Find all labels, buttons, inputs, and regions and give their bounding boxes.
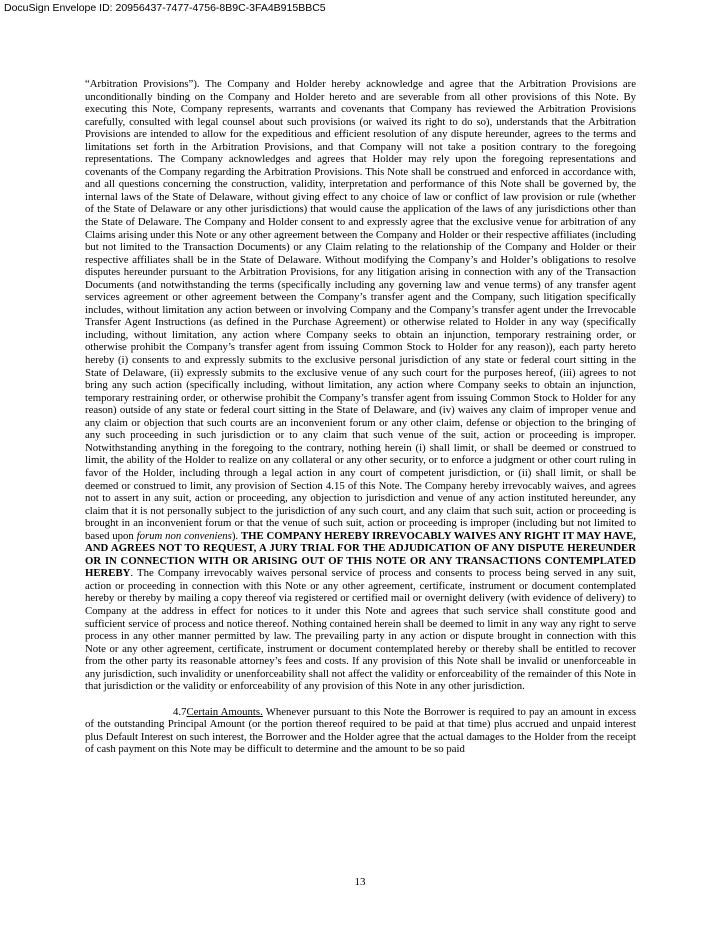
- section-number: 4.7: [173, 705, 187, 718]
- paragraph-text: “Arbitration Provisions”). The Company and Holder hereby acknowledge and agree that the Arbitration Provisions are unconditionally binding on the Company and Holder hereto and are severable from all other provisions of this Note. By executing this Note, Company represents, warrants and covenants that Company has reviewed the Arbitration Provisions carefully, consulted with legal counsel about such provisions (or waived its right to do so), understands that the Arbitration Provisions are intended to allow for the expeditious and efficient resolution of any dispute hereunder, agrees to the terms and limitations set forth in the Arbitration Provisions, and that Company will not take a position contrary to the foregoing representations. The Company acknowledges and agrees that Holder may rely upon the foregoing representations and covenants of the Company regarding the Arbitration Provisions. This Note shall be construed and enforced in accordance with, and all questions concerning the construction, validity, interpretation and performance of this Note shall be governed by, the internal laws of the State of Delaware, without giving effect to any choice of law or conflict of law provision or rule (whether of the State of Delaware or any other jurisdictions) that would cause the application of the laws of any jurisdictions other than the State of Delaware. The Company and Holder consent to and expressly agree that the exclusive venue for arbitration of any Claims arising under this Note or any other agreement between the Company and Holder or their respective affiliates (including but not limited to the Transaction Documents) or any Claim relating to the relationship of the Company and Holder or their respective affiliates shall be in the State of Delaware. Without modifying the Company’s and Holder’s obligations to resolve disputes hereunder pursuant to the Arbitration Provisions, for any litigation arising in connection with any of the Transaction Documents (and notwithstanding the terms (specifically including any governing law and venue terms) of any transfer agent services agreement or other agreement between the Company’s transfer agent and the Company, such litigation specifically includes, without limitation any action between or involving Company and the Company’s transfer agent under the Irrevocable Transfer Agent Instructions (as defined in the Purchase Agreement) or otherwise related to Holder in any way (specifically including, without limitation, any action where Company seeks to obtain an injunction, temporary restraining order, or otherwise prohibit the Company’s transfer agent from issuing Common Stock to Holder for any reason)), each party hereto hereby (i) consents to and expressly submits to the exclusive personal jurisdiction of any state or federal court sitting in the State of Delaware, (ii) expressly submits to the exclusive venue of any such court for the purposes hereof, (iii) agrees to not bring any such action (specifically including, without limitation, any action where Company seeks to obtain an injunction, temporary restraining order, or otherwise prohibit the Company’s transfer agent from issuing Common Stock to Holder for any reason) outside of any state or federal court sitting in the State of Delaware, and (iv) waives any claim of improper venue and any claim or objection that such courts are an inconvenient forum or any other claim, defense or objection to the bringing of any such proceeding in such jurisdiction or to any claim that such venue of the suit, action or proceeding is improper. Notwithstanding anything in the foregoing to the contrary, nothing herein (i) shall limit, or shall be deemed or construed to limit, the ability of the Holder to realize on any collateral or any other security, or to enforce a judgment or other court ruling in favor of the Holder, including through a legal action in any court of competent jurisdiction, or (ii) shall limit, or shall be deemed or construed to limit, any provision of Section 4.15 of this Note. The Company hereby irrevocably waives, and agrees not to assert in any suit, action or proceeding, any objection to jurisdiction and venue of any action instituted hereunder, any claim that it is not personally subject to the jurisdiction of any such court, and any claim that such suit, action or proceeding is brought in an inconvenient forum or that the venue of such suit, action or proceeding is improper (including but not limited to based upon: [85, 78, 636, 542]
- italic-term: forum non conveniens: [136, 529, 232, 542]
- section-heading: Certain Amounts.: [186, 705, 263, 718]
- section-text: Whenever pursuant to this Note the Borrower is required to pay an amount in excess of the outstanding Principal Amount (or the portion thereof required to be paid at that time) plus accrued and unpaid interest plus Default Interest on such interest, the Borrower and the Holder agree that the actual damages to the Holder from the receipt of cash payment on this Note may be difficult to determine and the amount to be so paid: [85, 705, 636, 756]
- jury-waiver-clause: THE COMPANY HEREBY IRREVOCABLY WAIVES ANY RIGHT IT MAY HAVE, AND AGREES NOT TO REQUEST, A JURY TRIAL FOR THE ADJUDICATION OF ANY DISPUTE HEREUNDER OR IN CONNECTION WITH OR ARISING OUT OF THIS NOTE OR ANY TRANSACTIONS CONTEMPLATED HEREBY: [85, 529, 636, 580]
- paragraph-arbitration: [85, 78, 636, 693]
- paragraph-text: . The Company irrevocably waives personal service of process and consents to process being served in any suit, action or proceeding in connection with this Note or any other agreement, certificate, instrument or document contemplated hereby or thereby by mailing a copy thereof via registered or certified mail or overnight delivery (with evidence of delivery) to Company at the address in effect for notices to it under this Note and agrees that such service shall constitute good and sufficient service of process and notice thereof. Nothing contained herein shall be deemed to limit in any way any right to serve process in any other manner permitted by law. The prevailing party in any action or dispute brought in connection with this Note or any other agreement, certificate, instrument or document contemplated hereby or thereby shall be entitled to recover from the other party its reasonable attorney’s fees and costs. If any provision of this Note shall be invalid or unenforceable in any jurisdiction, such invalidity or unenforceability shall not affect the validity or enforceability of the remainder of this Note in that jurisdiction or the validity or enforceability of any provision of this Note in any other jurisdiction.: [85, 567, 636, 693]
- section-4-7: [85, 706, 636, 756]
- document-body: [85, 78, 636, 756]
- page-number: 13: [354, 876, 366, 888]
- docusign-envelope-id: DocuSign Envelope ID: 20956437-7477-4756-8B9C-3FA4B915BBC5: [4, 2, 326, 14]
- paragraph-text: ).: [231, 529, 241, 542]
